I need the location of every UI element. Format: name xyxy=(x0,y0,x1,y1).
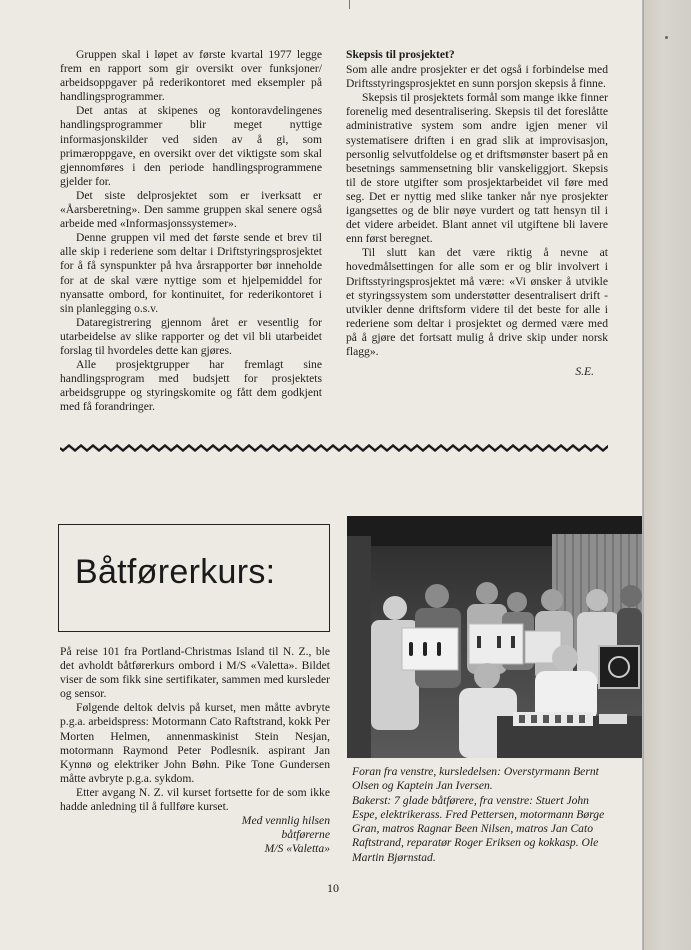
course-paragraph-1: På reise 101 fra Portland-Christmas Island til N. Z., ble det avholdt båtførerkurs ombord i M/S «Valetta». Bildet viser de som fikk sine sertifikater, sammen med kursleder og sensor. xyxy=(60,645,330,701)
caption-front: Foran fra venstre, kursledelsen: Overstyrmann Bernt Olsen og Kaptein Jan Iversen. xyxy=(352,765,599,793)
paper-speck xyxy=(665,36,668,39)
left-column xyxy=(60,48,322,414)
left-paragraph-2: Det antas at skipenes og kontoravdelingenes handlingsprogrammer blir meget nyttige informasjonskilder ved siden av å gi, som primæroppgave, en oversikt over det viktigste som skal gjennomføres i den periode handlingsprogrammene gjelder for. xyxy=(60,104,322,188)
course-title: Båtførerkurs: xyxy=(75,553,276,591)
left-paragraph-6: Alle prosjektgrupper har fremlagt sine handlingsprogram med budsjett for prosjektets arbeidsgruppe og styringskomite og fått dem godkjent med få forandringer. xyxy=(60,358,322,414)
caption-back: Bakerst: 7 glade båtførere, fra venstre: Stuert John Espe, elektrikerass. Fred Pettersen, motormann Børge Gran, matros Ragnar Been Nilsen, matros Jan Cato Raftstrand, reparatør Roger Eriksen og kokkasp. Ole Martin Bjørnstad. xyxy=(352,793,605,864)
course-title-box xyxy=(58,524,330,632)
group-photo-illustration xyxy=(347,516,642,758)
page-edge-line xyxy=(642,0,644,950)
right-paragraph-2: Skepsis til prosjektets formål som mange ikke finner forenelig med desentralisering. Skepsis til det foreslåtte administrative system som andre igjen mener vil systematisere driften i en grad slik at improvisasjon, personlig selvutfoldelse og et driftsmønster basert på en besetnings sammensetning blir vanskeliggjort. Skepsis til de store utgifter som prosjektarbeidet vil føre med seg. Det er nyttig med slike tanker når nye prosjekter igangsettes og de blir nøye vurdert og tatt hensyn til i det videre arbeidet. Blant annet vil utgiftene bli lavere enn først beregnet. xyxy=(346,91,608,246)
course-paragraph-3: Etter avgang N. Z. vil kurset fortsette for de som ikke hadde anledning til å fullføre kurset. xyxy=(60,785,330,814)
author-signature: S.E. xyxy=(575,365,594,379)
section-heading: Skepsis til prosjektet? xyxy=(346,48,455,61)
closing-line-1: Med vennlig hilsen xyxy=(241,814,330,828)
right-paragraph-3: Til slutt kan det være riktig å nevne at hovedmålsettingen for alle som er og blir involvert i Driftsstyringsprosjektet må være: «Vi ønsker å utvikle et styringssystem som understøtter desentralisert drift - utvikler denne driftsform videre til det beste for alle i rederiene som deltar i prosjektet og dermed være med på å gjøre det fortsatt mulig å drive skip under norsk flagg». xyxy=(346,246,608,358)
right-paragraph-1: Som alle andre prosjekter er det også i forbindelse med Driftsstyringsprosjektet en sunn porsjon skepsis å finne. xyxy=(346,63,608,91)
closing-line-3: M/S «Valetta» xyxy=(264,842,330,856)
page-number: 10 xyxy=(327,881,339,895)
photo-caption xyxy=(352,765,616,865)
closing-line-2: båtførerne xyxy=(281,828,330,842)
group-photo xyxy=(347,516,642,758)
page-edge-shadow xyxy=(643,0,691,950)
left-paragraph-5: Dataregistrering gjennom året er vesentlig for utarbeidelse av slike rapporter og det vil bli utarbeidet forslag til hvordeles dette kan gjøres. xyxy=(60,315,322,357)
course-paragraph-2: Følgende deltok delvis på kurset, men måtte avbryte p.g.a. arbeidspress: Motormann Cato Raftstrand, kokk Per Morten Helmen, annenmaskinist Stein Nesjan, motormann Raymond Peter Podlesnik. aspirant Jan Kynnø og elektriker John Bøhn. Pike Tone Gundersen måtte avbryte p.g.a. sykdom. xyxy=(60,701,330,785)
left-paragraph-3: Det siste delprosjektet som er iverksatt er «Åarsberetning». Den samme gruppen skal senere også arbeide med «Informasjonssystemer». xyxy=(60,188,322,231)
right-column xyxy=(346,48,608,379)
zigzag-divider xyxy=(60,444,608,452)
left-paragraph-4: Denne gruppen vil med det første sende et brev til alle skip i rederiene som deltar i Driftstyringsprosjektet for å få synspunkter på hva årsrapporter bør inneholde for at de skal være nyttige som et hjelpemiddel for nyansatte ombord, for kontinuitet, for rederikontoret i sin planlegging o.s.v. xyxy=(60,231,322,315)
course-article xyxy=(60,645,330,856)
left-paragraph-1: Gruppen skal i løpet av første kvartal 1977 legge frem en rapport som gir oversikt over funksjoner/ arbeidsoppgaver på rederikontoret med eksempler på handlingsprogrammer. xyxy=(60,48,322,104)
